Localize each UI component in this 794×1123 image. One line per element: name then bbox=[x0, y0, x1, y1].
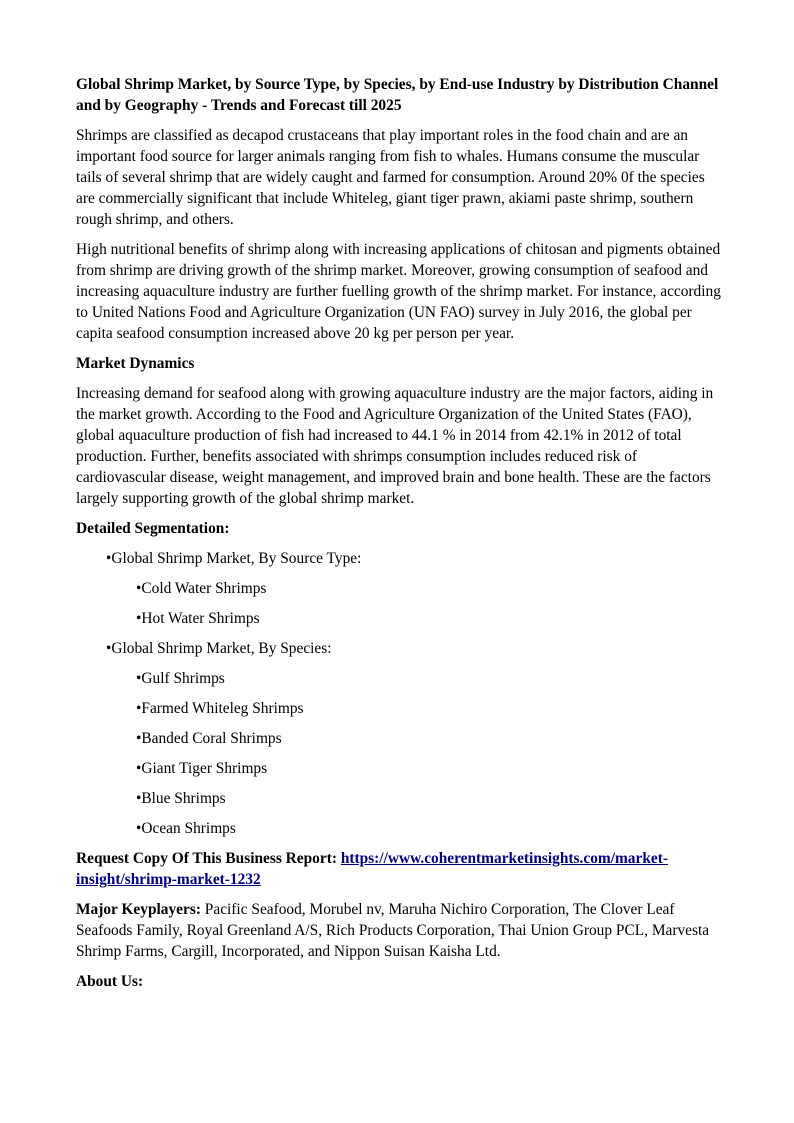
intro-paragraph-2: High nutritional benefits of shrimp along with increasing applications of chitosan and pigments obtained from shrimp are driving growth of the shrimp market. Moreover, growing consumption of seafood and increasing aquaculture industry are further fuelling growth of the shrimp market. For instance, according to United Nations Food and Agriculture Organization (UN FAO) survey in July 2016, the global per capita seafood consumption increased above 20 kg per person per year. bbox=[76, 241, 721, 342]
request-copy-label: Request Copy Of This Business Report: bbox=[76, 850, 341, 867]
list-item: •Hot Water Shrimps bbox=[136, 610, 260, 627]
market-dynamics-paragraph: Increasing demand for seafood along with growing aquaculture industry are the major factors, aiding in the market growth. According to the Food and Agriculture Organization of the United States (FAO), global aquaculture production of fish had increased to 44.1 % in 2014 from 42.1% in 2012 of total production. Further, benefits associated with shrimps consumption includes reduced risk of cardiovascular disease, weight management, and improved brain and bone health. These are the factors largely supporting growth of the global shrimp market. bbox=[76, 385, 714, 507]
list-item: •Blue Shrimps bbox=[136, 790, 226, 807]
list-item: •Cold Water Shrimps bbox=[136, 580, 267, 597]
segmentation-heading: Detailed Segmentation: bbox=[76, 520, 230, 537]
market-dynamics-heading: Market Dynamics bbox=[76, 355, 195, 372]
document-title: Global Shrimp Market, by Source Type, by Species, by End-use Industry by Distribution Channel and by Geography - Trends and Forecast till 2025 bbox=[76, 76, 719, 114]
list-item: •Gulf Shrimps bbox=[136, 670, 225, 687]
intro-paragraph-1: Shrimps are classified as decapod crustaceans that play important roles in the food chain and are an important food source for larger animals ranging from fish to whales. Humans consume the muscular tails of several shrimp that are widely caught and farmed for consumption. Around 20% 0f the species are commercially significant that include Whiteleg, giant tiger prawn, akiami paste shrimp, southern rough shrimp, and others. bbox=[76, 127, 705, 228]
about-us-heading: About Us: bbox=[76, 973, 144, 990]
document-page bbox=[76, 74, 724, 1001]
request-copy-paragraph bbox=[76, 848, 724, 890]
keyplayers-label: Major Keyplayers: bbox=[76, 901, 201, 918]
list-item: •Ocean Shrimps bbox=[136, 820, 236, 837]
keyplayers-text: Pacific Seafood, Morubel nv, Maruha Nichiro Corporation, The Clover Leaf Seafoods Family, Royal Greenland A/S, Rich Products Corporation, Thai Union Group PCL, Marvesta Shrimp Farms, Cargill, Incorporated, and Nippon Suisan Kaisha Ltd. bbox=[76, 901, 710, 960]
report-link-part-2: insight/shrimp-market-1232 bbox=[76, 871, 261, 888]
list-item: •Giant Tiger Shrimps bbox=[136, 760, 268, 777]
list-item: •Banded Coral Shrimps bbox=[136, 730, 282, 747]
segment-source-type-label: •Global Shrimp Market, By Source Type: bbox=[106, 550, 362, 567]
keyplayers-paragraph bbox=[76, 899, 724, 962]
report-link-part-1: https://www.coherentmarketinsights.com/market- bbox=[340, 850, 668, 867]
segment-species-label: •Global Shrimp Market, By Species: bbox=[106, 640, 332, 657]
list-item: •Farmed Whiteleg Shrimps bbox=[136, 700, 304, 717]
